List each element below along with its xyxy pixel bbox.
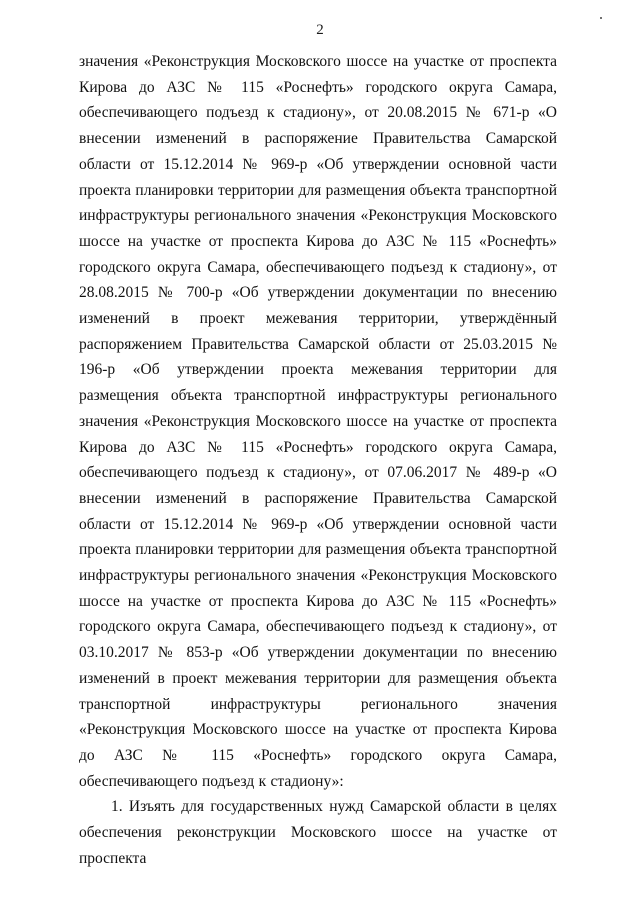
scan-speck (600, 17, 602, 19)
document-body (79, 49, 557, 872)
body-paragraph: значения «Реконструкция Московского шоссе на участке от проспекта Кирова до АЗС № 115 «Роснефть» городского округа Самара, обеспечивающего подъезд к стадиону», от 20.08.2015 № 671-р «О внесении изменений в распоряжение Правительства Самарской области от 15.12.2014 № 969-р «Об утверждении основной части проекта планировки территории для размещения объекта транспортной инфраструктуры регионального значения «Реконструкция Московского шоссе на участке от проспекта Кирова до АЗС № 115 «Роснефть» городского округа Самара, обеспечивающего подъезд к стадиону», от 28.08.2015 № 700-р «Об утверждении документации по внесению изменений в проект межевания территории, утверждённый распоряжением Правительства Самарской области от 25.03.2015 № 196-р «Об утверждении проекта межевания территории для размещения объекта транспортной инфраструктуры регионального значения «Реконструкция Московского шоссе на участке от проспекта Кирова до АЗС № 115 «Роснефть» городского округа Самара, обеспечивающего подъезд к стадиону», от 07.06.2017 № 489-р «О внесении изменений в распоряжение Правительства Самарской области от 15.12.2014 № 969-р «Об утверждении основной части проекта планировки территории для размещения объекта транспортной инфраструктуры регионального значения «Реконструкция Московского шоссе на участке от проспекта Кирова до АЗС № 115 «Роснефть» городского округа Самара, обеспечивающего подъезд к стадиону», от 03.10.2017 № 853-р «Об утверждении документации по внесению изменений в проект межевания территории для размещения объекта транспортной инфраструктуры регионального значения «Реконструкция Московского шоссе на участке от проспекта Кирова до АЗС № 115 «Роснефть» городского округа Самара, обеспечивающего подъезд к стадиону»: (79, 53, 557, 790)
numbered-paragraph: 1. Изъять для государственных нужд Самарской области в целях обеспечения реконструкции Московского шоссе на участке от проспекта (79, 798, 557, 867)
page-number: 2 (316, 22, 324, 38)
